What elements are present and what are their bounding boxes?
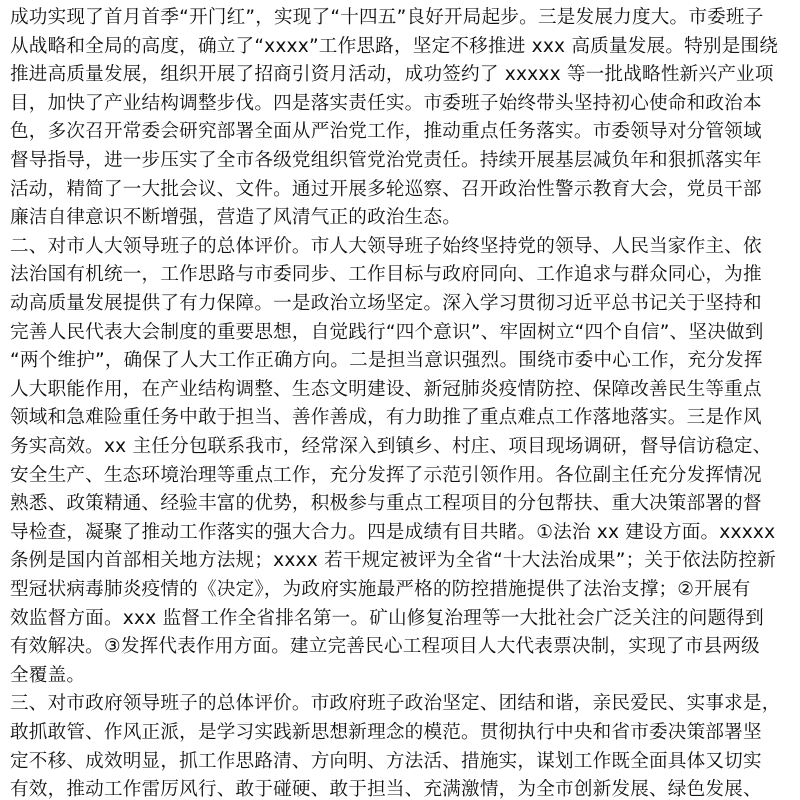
text-line: 定不移、成效明显，抓工作思路清、方向明、方法活、措施实，谋划工作既全面具体又切实 (10, 750, 762, 772)
text-line: 二、对市人大领导班子的总体评价。市人大领导班子始终坚持党的领导、人民当家作主、依 (10, 235, 762, 257)
text-line: 安全生产、生态环境治理等重点工作，充分发挥了示范引领作用。各位副主任充分发挥情况 (10, 464, 762, 486)
text-line: 效监督方面。xxx 监督工作全省排名第一。矿山修复治理等一大批社会广泛关注的问题得到 (10, 607, 764, 629)
text-line: 敢抓敢管、作风正派，是学习实践新思想新理念的模范。贯彻执行中央和省市委决策部署坚 (10, 722, 762, 743)
text-line: 三、对市政府领导班子的总体评价。市政府班子政治坚定、团结和谐，亲民爱民、实事求是， (10, 693, 781, 715)
text-line: 廉洁自律意识不断增强，营造了风清气正的政治生态。 (10, 207, 462, 229)
text-line: 有效，推动工作雷厉风行、敢于碰硬、敢于担当、充满激情，为全市创新发展、绿色发展、 (10, 779, 762, 800)
text-line: 活动，精简了一大批会议、文件。通过开展多轮巡察、召开政治性警示教育大会，党员干部 (10, 178, 762, 200)
text-line: 条例是国内首部相关地方法规；xxxx 若干规定被评为全省“十大法治成果”；关于依法防控新 (10, 550, 776, 572)
text-line: 型冠状病毒肺炎疫情的《决定》，为政府实施最严格的防控措施提供了法治支撑；②开展有 (10, 579, 751, 600)
text-line: 从战略和全局的高度，确立了“xxxx”工作思路，坚定不移推进 xxx 高质量发展。特别是围绕 (10, 35, 779, 57)
text-line: 导检查，凝聚了推动工作落实的强大合力。四是成绩有目共睹。①法治 xx 建设方面。xxxxx (10, 521, 776, 543)
text-line: 成功实现了首月首季“开门红”，实现了“十四五”良好开局起步。三是发展力度大。市委班子 (10, 7, 764, 28)
text-line: 目，加快了产业结构调整步伐。四是落实责任实。市委班子始终带头坚持初心使命和政治本 (10, 92, 762, 114)
text-line: 色，多次召开常委会研究部署全面从严治党工作，推动重点任务落实。市委领导对分管领域 (10, 121, 762, 143)
text-line: 动高质量发展提供了有力保障。一是政治立场坚定。深入学习贯彻习近平总书记关于坚持和 (10, 293, 762, 314)
text-line: 有效解决。③发挥代表作用方面。建立完善民心工程项目人大代表票决制，实现了市县两级 (10, 636, 760, 658)
text-line: 推进高质量发展，组织开展了招商引资月活动，成功签约了 xxxxx 等一批战略性新兴产业项 (10, 64, 774, 86)
text-line: 法治国有机统一，工作思路与市委同步、工作目标与政府同向、工作追求与群众同心，为推 (10, 264, 762, 286)
text-line: 人大职能作用，在产业结构调整、生态文明建设、新冠肺炎疫情防控、保障改善民生等重点 (10, 378, 762, 400)
text-line: 督导指导，进一步压实了全市各级党组织管党治党责任。持续开展基层减负年和狠抓落实年 (10, 150, 762, 171)
text-line: 务实高效。xx 主任分包联系我市，经常深入到镇乡、村庄、项目现场调研，督导信访稳定、 (10, 436, 772, 457)
text-line: 熟悉、政策精通、经验丰富的优势，积极参与重点工程项目的分包帮扶、重大决策部署的督 (10, 493, 762, 515)
text-line: 完善人民代表大会制度的重要思想，自觉践行“四个意识”、牢固树立“四个自信”、坚决做到 (10, 321, 764, 343)
text-line: “两个维护”，确保了人大工作正确方向。二是担当意识强烈。围绕市委中心工作，充分发挥 (10, 350, 763, 372)
text-line: 全覆盖。 (10, 664, 86, 686)
text-line: 领域和急难险重任务中敢于担当、善作善成，有力助推了重点难点工作落地落实。三是作风 (10, 407, 762, 429)
